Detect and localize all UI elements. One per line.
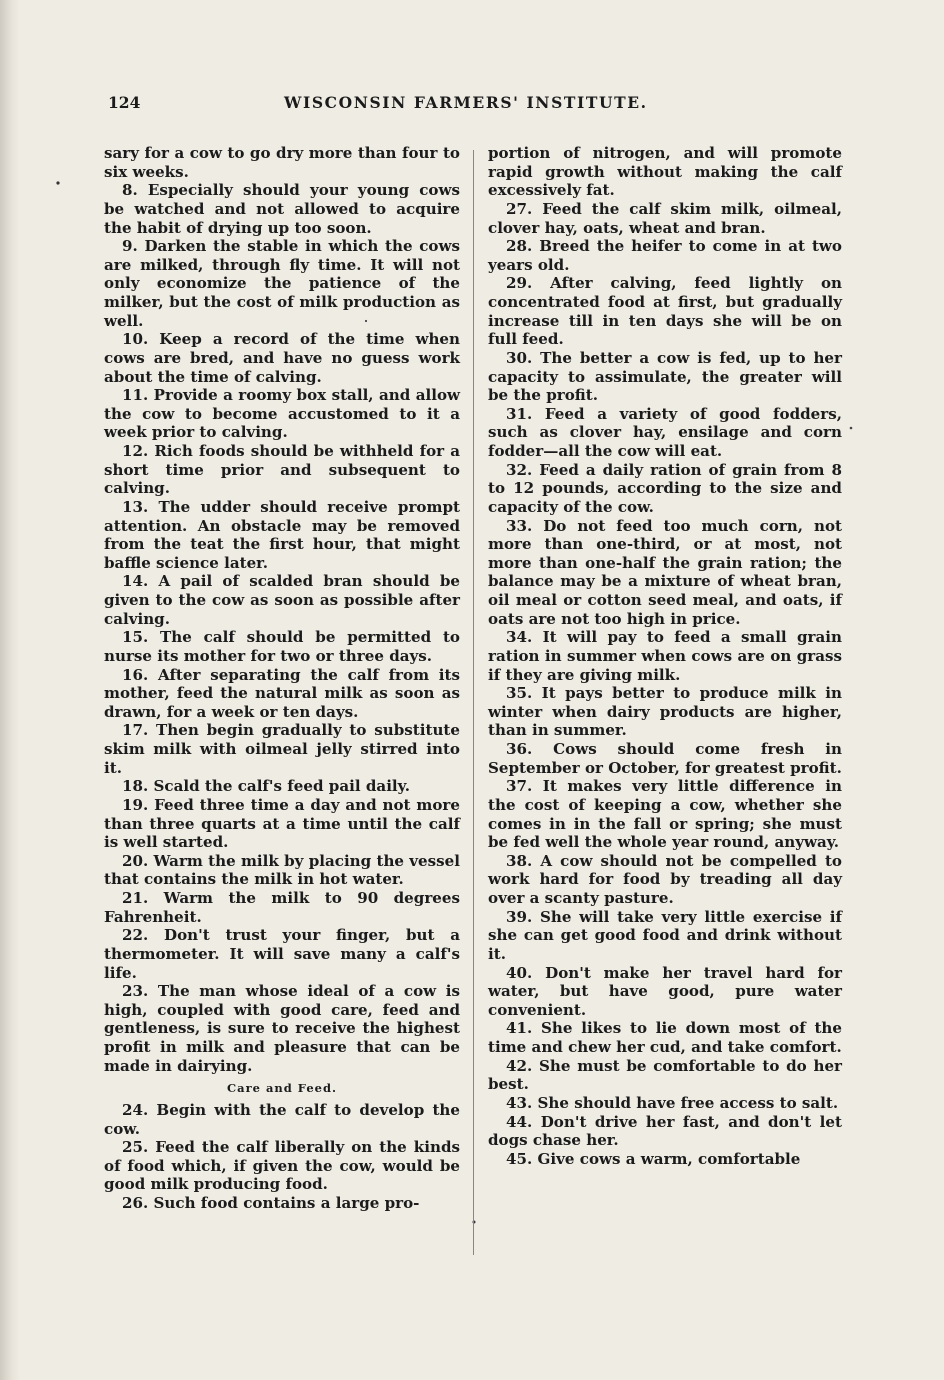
- paragraph: 25. Feed the calf liberally on the kinds of food which, if given the cow, would be good milk producing food.: [104, 1138, 460, 1194]
- paragraph: 22. Don't trust your finger, but a thermometer. It will save many a calf's life.: [104, 926, 460, 982]
- paragraph: 36. Cows should come fresh in September or October, for greatest profit.: [488, 740, 842, 777]
- paragraph: 15. The calf should be permitted to nurse its mother for two or three days.: [104, 628, 460, 665]
- paragraph: 10. Keep a record of the time when cows are bred, and have no guess work about the time of calving.: [104, 330, 460, 386]
- column-divider: [473, 150, 474, 1255]
- paragraph: 33. Do not feed too much corn, not more than one-third, or at most, not more than one-half the grain ration; the balance may be a mixture of wheat bran, oil meal or cotton seed meal, and oats, if oats are not too high in price.: [488, 516, 842, 628]
- paragraph: 20. Warm the milk by placing the vessel that contains the milk in hot water.: [104, 851, 460, 889]
- paragraph: 44. Don't drive her fast, and don't let dogs chase her.: [488, 1112, 842, 1150]
- page-binding-edge: [0, 0, 20, 1380]
- section-heading: Care and Feed.: [226, 1081, 338, 1096]
- paragraph: 28. Breed the heifer to come in at two years old.: [488, 237, 842, 274]
- paragraph: 11. Provide a roomy box stall, and allow the cow to become accustomed to it a week prior to calving.: [104, 386, 460, 442]
- paragraph: 14. A pail of scalded bran should be given to the cow as soon as possible after calving.: [104, 572, 460, 628]
- paragraph: 42. She must be comfortable to do her best.: [488, 1056, 842, 1094]
- right-column: [488, 144, 842, 1168]
- paragraph: 37. It makes very little difference in the cost of keeping a cow, whether she comes in in the fall or spring; she must be fed well the whole year round, anyway.: [488, 777, 842, 852]
- paragraph: portion of nitrogen, and will promote rapid growth without making the calf excessively fat.: [488, 144, 842, 200]
- paragraph: 26. Such food contains a large pro-: [122, 1194, 420, 1212]
- paragraph: 21. Warm the milk to 90 degrees Fahrenheit.: [104, 889, 460, 926]
- paragraph: 9. Darken the stable in which the cows are milked, through fly time. It will not only economize the patience of the milker, but the cost of milk production as well.: [104, 237, 460, 330]
- paragraph: 16. After separating the calf from its mother, feed the natural milk as soon as drawn, for a week or ten days.: [104, 665, 460, 721]
- paragraph: 8. Especially should your young cows be watched and not allowed to acquire the habit of drying up too soon.: [104, 181, 460, 237]
- paragraph: 30. The better a cow is fed, up to her capacity to assimulate, the greater will be the profit.: [488, 348, 842, 405]
- running-title: WISCONSIN FARMERS' INSTITUTE.: [284, 93, 648, 112]
- paragraph: 23. The man whose ideal of a cow is high, coupled with good care, feed and gentleness, is sure to receive the highest profit in milk and pleasure that can be made in dairying.: [104, 982, 460, 1075]
- paragraph: 24. Begin with the calf to develop the cow.: [104, 1100, 460, 1138]
- paragraph: 13. The udder should receive prompt attention. An obstacle may be removed from the teat the first hour, that might baffle science later.: [104, 497, 460, 572]
- paragraph: sary for a cow to go dry more than four to six weeks.: [104, 144, 460, 181]
- paragraph: 19. Feed three time a day and not more than three quarts at a time until the calf is well started.: [104, 795, 460, 852]
- left-column: [104, 144, 460, 1213]
- paragraph: 32. Feed a daily ration of grain from 8 to 12 pounds, according to the size and capacity of the cow.: [488, 460, 842, 516]
- paragraph: 35. It pays better to produce milk in winter when dairy products are higher, than in summer.: [488, 684, 842, 740]
- paragraph: 31. Feed a variety of good fodders, such as clover hay, ensilage and corn fodder—all the cow will eat.: [488, 404, 842, 460]
- paragraph: 45. Give cows a warm, comfortable: [506, 1149, 801, 1168]
- paragraph: 38. A cow should not be compelled to work hard for food by treading all day over a scanty pasture.: [488, 851, 842, 907]
- paragraph: 17. Then begin gradually to substitute skim milk with oilmeal jelly stirred into it.: [104, 721, 460, 777]
- paragraph: 27. Feed the calf skim milk, oilmeal, clover hay, oats, wheat and bran.: [488, 199, 842, 237]
- paragraph: 34. It will pay to feed a small grain ration in summer when cows are on grass if they are giving milk.: [488, 628, 842, 684]
- page-number: 124: [108, 93, 141, 112]
- paragraph: 12. Rich foods should be withheld for a short time prior and subsequent to calving.: [104, 442, 460, 498]
- paragraph: 39. She will take very little exercise if she can get good food and drink without it.: [488, 907, 842, 963]
- paragraph: 40. Don't make her travel hard for water, but have good, pure water convenient.: [488, 963, 842, 1019]
- paragraph: 43. She should have free access to salt.: [506, 1093, 839, 1112]
- paragraph: 29. After calving, feed lightly on concentrated food at first, but gradually increase till in ten days she will be on full feed.: [488, 274, 842, 349]
- paragraph: 41. She likes to lie down most of the time and chew her cud, and take comfort.: [488, 1019, 842, 1056]
- page-header: [108, 93, 848, 117]
- paragraph: 18. Scald the calf's feed pail daily.: [122, 777, 410, 796]
